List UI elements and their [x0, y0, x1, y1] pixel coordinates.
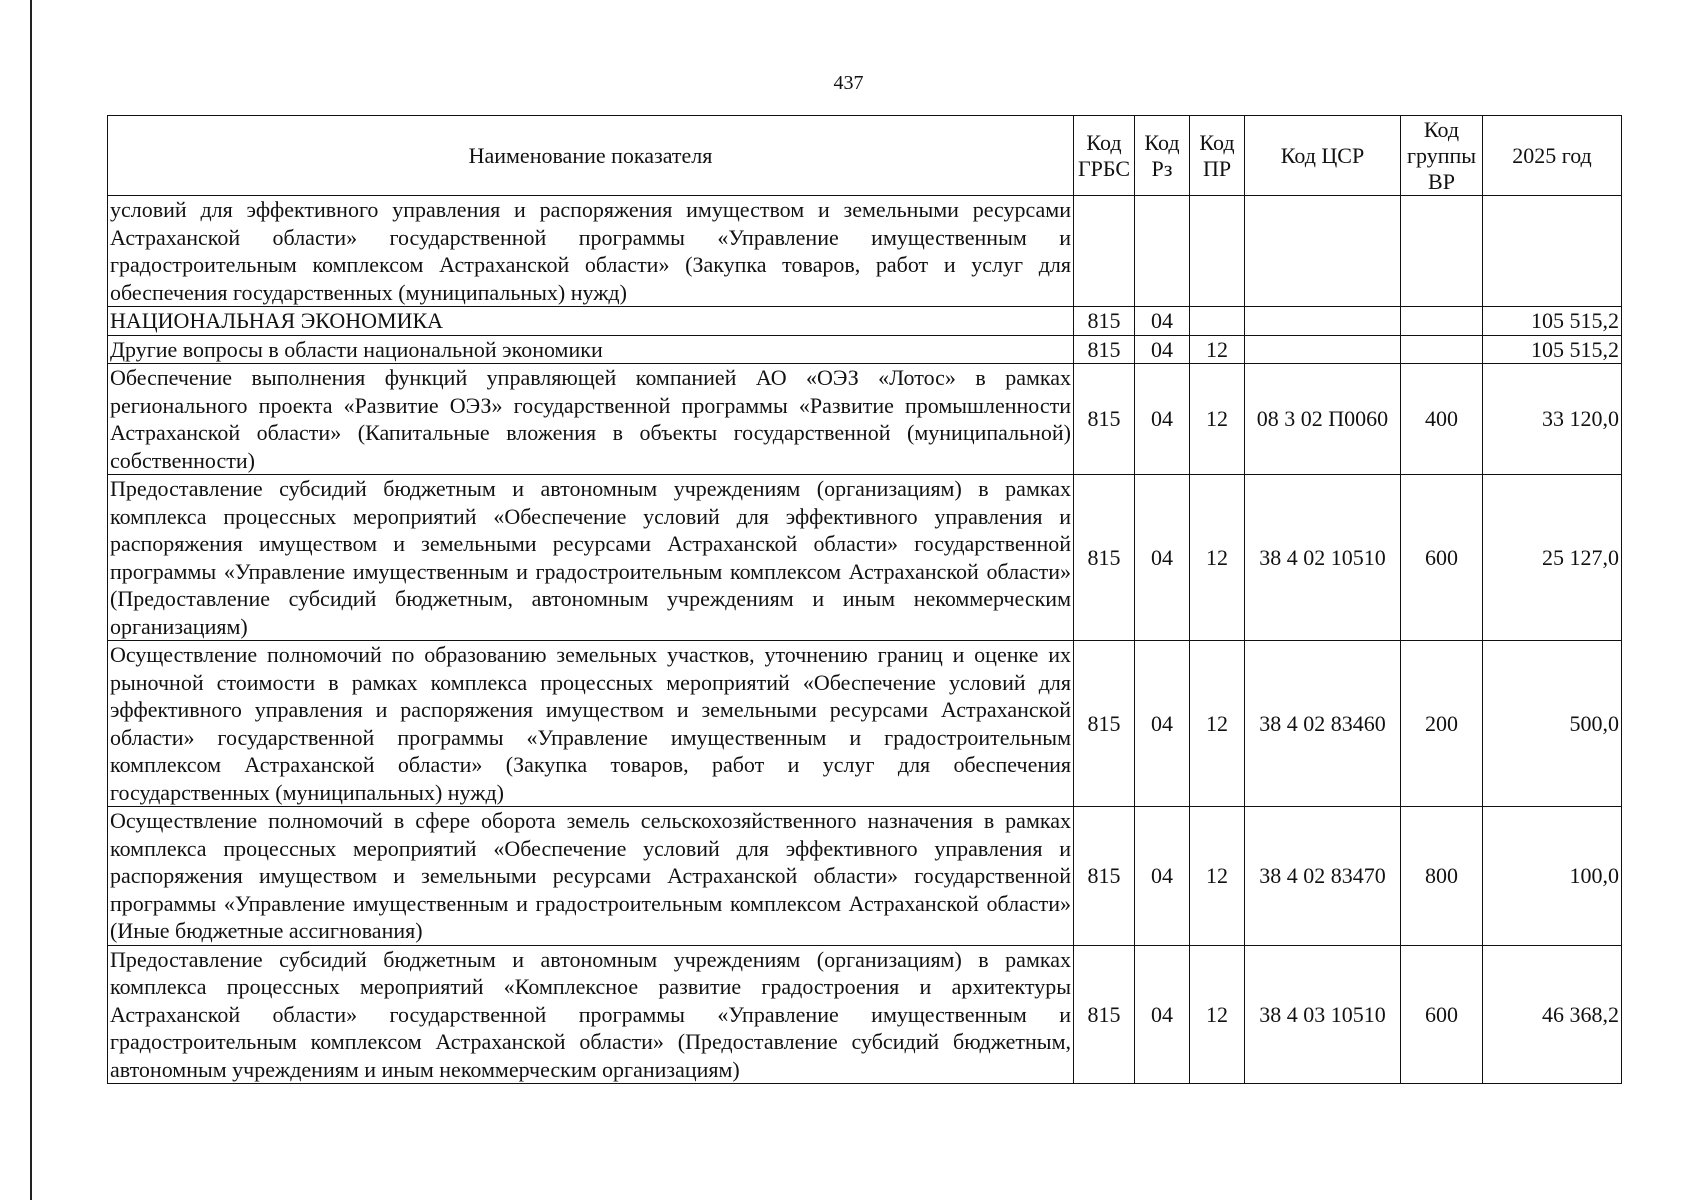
row-amount: 105 515,2	[1483, 307, 1622, 336]
row-vr	[1401, 196, 1483, 307]
row-pr: 12	[1190, 335, 1245, 364]
row-pr: 12	[1190, 641, 1245, 807]
row-grbs: 815	[1074, 307, 1135, 336]
row-pr	[1190, 196, 1245, 307]
row-csr: 38 4 03 10510	[1245, 945, 1401, 1084]
row-grbs: 815	[1074, 364, 1135, 475]
header-year: 2025 год	[1483, 116, 1622, 196]
row-pr	[1190, 307, 1245, 336]
row-rz	[1135, 196, 1190, 307]
table-header-row	[108, 116, 1622, 196]
row-amount: 105 515,2	[1483, 335, 1622, 364]
row-grbs: 815	[1074, 475, 1135, 641]
table-row	[108, 335, 1622, 364]
row-grbs: 815	[1074, 641, 1135, 807]
row-vr	[1401, 335, 1483, 364]
row-amount: 500,0	[1483, 641, 1622, 807]
row-name: Другие вопросы в области национальной экономики	[108, 335, 1074, 364]
row-csr: 08 3 02 П0060	[1245, 364, 1401, 475]
row-vr: 800	[1401, 807, 1483, 946]
row-rz: 04	[1135, 307, 1190, 336]
row-amount: 33 120,0	[1483, 364, 1622, 475]
table-row	[108, 196, 1622, 307]
page-number: 437	[833, 72, 864, 94]
binding-edge-line	[30, 0, 32, 1200]
row-vr: 400	[1401, 364, 1483, 475]
row-csr: 38 4 02 10510	[1245, 475, 1401, 641]
table-row	[108, 364, 1622, 475]
header-grbs: Код ГРБС	[1074, 116, 1135, 196]
table-row	[108, 475, 1622, 641]
row-csr	[1245, 307, 1401, 336]
header-csr: Код ЦСР	[1245, 116, 1401, 196]
table-row	[108, 945, 1622, 1084]
header-vr: Код группы ВР	[1401, 116, 1483, 196]
row-pr: 12	[1190, 364, 1245, 475]
row-name: условий для эффективного управления и распоряжения имуществом и земельными ресурсами Астраханской области» государственной программы «Управление имущественным и градостроительным комплексом Астраханской области» (Закупка товаров, работ и услуг для обеспечения государственных (муниципальных) нужд)	[108, 196, 1074, 307]
row-grbs: 815	[1074, 807, 1135, 946]
row-rz: 04	[1135, 807, 1190, 946]
row-name: Предоставление субсидий бюджетным и автономным учреждениям (организациям) в рамках комплекса процессных мероприятий «Обеспечение условий для эффективного управления и распоряжения имуществом и земельными ресурсами Астраханской области» государственной программы «Управление имущественным и градостроительным комплексом Астраханской области» (Предоставление субсидий бюджетным, автономным учреждениям и иным некоммерческим организациям)	[108, 475, 1074, 641]
row-vr: 200	[1401, 641, 1483, 807]
row-amount: 100,0	[1483, 807, 1622, 946]
header-rz: Код Рз	[1135, 116, 1190, 196]
row-csr	[1245, 335, 1401, 364]
row-csr: 38 4 02 83460	[1245, 641, 1401, 807]
row-grbs: 815	[1074, 945, 1135, 1084]
row-pr: 12	[1190, 945, 1245, 1084]
row-rz: 04	[1135, 641, 1190, 807]
row-rz: 04	[1135, 335, 1190, 364]
table-row	[108, 307, 1622, 336]
row-name: Предоставление субсидий бюджетным и автономным учреждениям (организациям) в рамках комплекса процессных мероприятий «Комплексное развитие градостроения и архитектуры Астраханской области» государственной программы «Управление имущественным и градостроительным комплексом Астраханской области» (Предоставление субсидий бюджетным, автономным учреждениям и иным некоммерческим организациям)	[108, 945, 1074, 1084]
row-rz: 04	[1135, 364, 1190, 475]
row-pr: 12	[1190, 807, 1245, 946]
row-vr: 600	[1401, 475, 1483, 641]
table-row	[108, 807, 1622, 946]
row-vr: 600	[1401, 945, 1483, 1084]
row-name: НАЦИОНАЛЬНАЯ ЭКОНОМИКА	[108, 307, 1074, 336]
header-name: Наименование показателя	[108, 116, 1074, 196]
header-pr: Код ПР	[1190, 116, 1245, 196]
row-grbs	[1074, 196, 1135, 307]
row-amount: 25 127,0	[1483, 475, 1622, 641]
row-name: Осуществление полномочий по образованию земельных участков, уточнению границ и оценке их рыночной стоимости в рамках комплекса процессных мероприятий «Обеспечение условий для эффективного управления и распоряжения имуществом и земельными ресурсами Астраханской области» государственной программы «Управление имущественным и градостроительным комплексом Астраханской области» (Закупка товаров, работ и услуг для обеспечения государственных (муниципальных) нужд)	[108, 641, 1074, 807]
row-pr: 12	[1190, 475, 1245, 641]
row-vr	[1401, 307, 1483, 336]
row-name: Осуществление полномочий в сфере оборота земель сельскохозяйственного назначения в рамках комплекса процессных мероприятий «Обеспечение условий для эффективного управления и распоряжения имуществом и земельными ресурсами Астраханской области» государственной программы «Управление имущественным и градостроительным комплексом Астраханской области» (Иные бюджетные ассигнования)	[108, 807, 1074, 946]
row-csr: 38 4 02 83470	[1245, 807, 1401, 946]
row-name: Обеспечение выполнения функций управляющей компанией АО «ОЭЗ «Лотос» в рамках регионального проекта «Развитие ОЭЗ» государственной программы «Развитие промышленности Астраханской области» (Капитальные вложения в объекты государственной (муниципальной) собственности)	[108, 364, 1074, 475]
row-rz: 04	[1135, 945, 1190, 1084]
row-amount: 46 368,2	[1483, 945, 1622, 1084]
budget-table	[107, 115, 1622, 1084]
row-amount	[1483, 196, 1622, 307]
row-grbs: 815	[1074, 335, 1135, 364]
table-row	[108, 641, 1622, 807]
row-rz: 04	[1135, 475, 1190, 641]
row-csr	[1245, 196, 1401, 307]
